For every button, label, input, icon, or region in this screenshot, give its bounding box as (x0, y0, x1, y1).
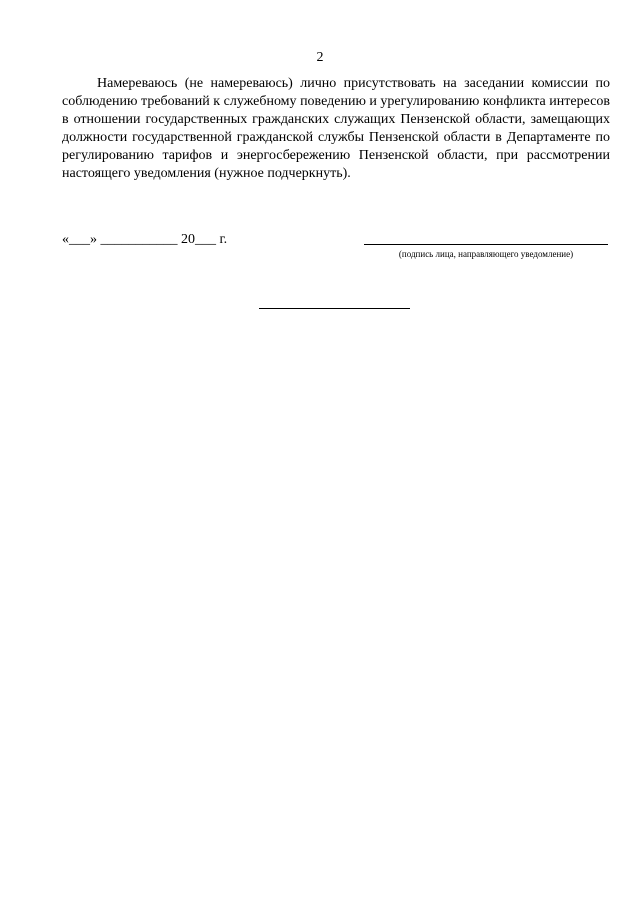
separator-line (259, 308, 410, 309)
page-number: 2 (316, 50, 324, 65)
signature-line (364, 244, 608, 245)
date-field: «___» ___________ 20___ г. (62, 232, 228, 247)
signature-caption: (подпись лица, направляющего уведомление) (398, 249, 574, 259)
notification-paragraph: Намереваюсь (не намереваюсь) лично присутствовать на заседании комиссии по соблюдению требований к служебному поведению и урегулированию конфликта интересов в отношении государственных гражданских служащих Пензенской области, замещающих должности государственной гражданской службы Пензенской области в Департаменте по регулированию тарифов и энергосбережению Пензенской области, при рассмотрении настоящего уведомления (нужное подчеркнуть). (62, 76, 610, 181)
